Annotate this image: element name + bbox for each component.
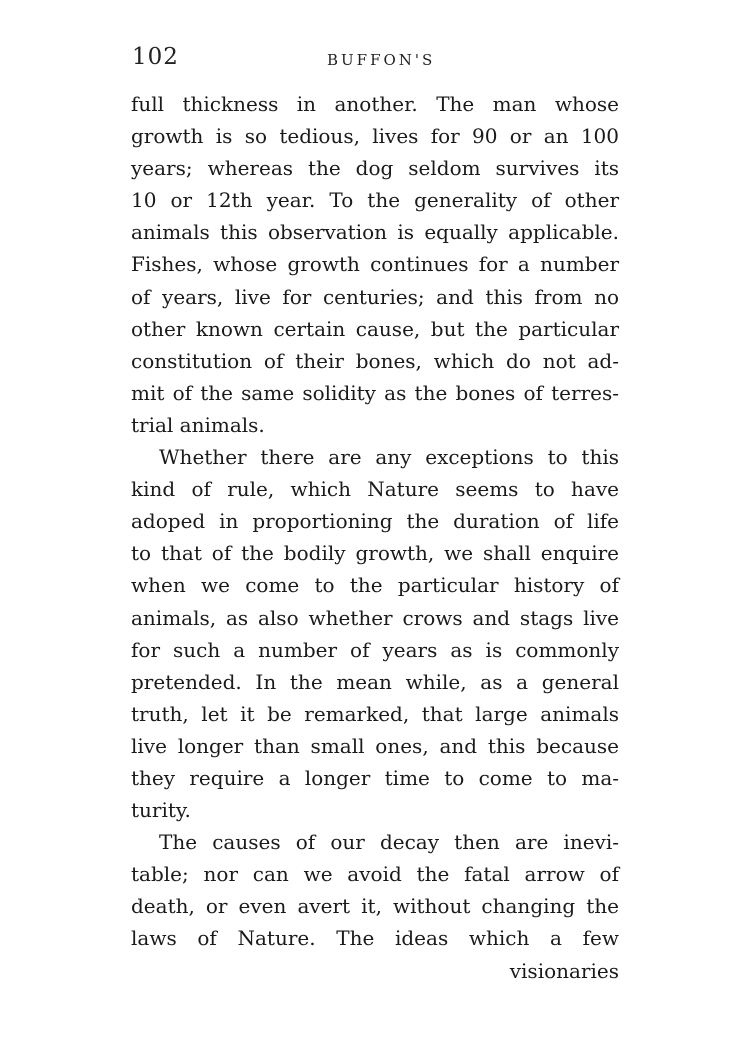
text-line: pretended. In the mean while, as a general [131,669,619,694]
text-line: Fishes, whose growth continues for a number [131,252,619,277]
text-line: to that of the bodily growth, we shall enquire [131,541,619,566]
text-line: table; nor can we avoid the fatal arrow of [131,862,619,887]
text-line: of years, live for centuries; and this from no [131,284,619,309]
text-line: growth is so tedious, lives for 90 or an 100 [131,124,619,149]
paragraph-end-line: trial animals. [131,412,265,437]
page-number: 102 [132,44,179,70]
text-line: animals this observation is equally applicable. [131,220,619,245]
text-line: adoped in proportioning the duration of life [131,509,619,534]
text-line: laws of Nature. The ideas which a few [131,926,619,951]
body-text [131,88,619,987]
text-line: kind of rule, which Nature seems to have [131,477,619,502]
text-line: death, or even avert it, without changing the [131,894,619,919]
text-line: they require a longer time to come to ma- [131,765,619,790]
text-line: mit of the same solidity as the bones of terres- [131,380,619,405]
text-line: animals, as also whether crows and stags live [131,605,619,630]
paragraph-end-line: turity. [131,798,191,823]
paragraph-start-line: Whether there are any exceptions to this [159,445,619,470]
catchword: visionaries [509,958,619,983]
paragraph-start-line: The causes of our decay then are inevi- [159,830,619,855]
text-line: for such a number of years as is commonly [131,637,619,662]
text-line: when we come to the particular history of [131,573,619,598]
running-title: BUFFON'S [327,51,436,69]
text-line: full thickness in another. The man whose [131,92,619,116]
running-head [132,44,620,78]
text-line: constitution of their bones, which do not ad- [131,348,619,373]
text-line: years; whereas the dog seldom survives its [131,156,619,181]
text-line: live longer than small ones, and this because [131,733,619,758]
text-line: truth, let it be remarked, that large animals [131,701,619,726]
text-line: 10 or 12th year. To the generality of other [131,188,619,213]
text-line: other known certain cause, but the particular [131,316,619,341]
